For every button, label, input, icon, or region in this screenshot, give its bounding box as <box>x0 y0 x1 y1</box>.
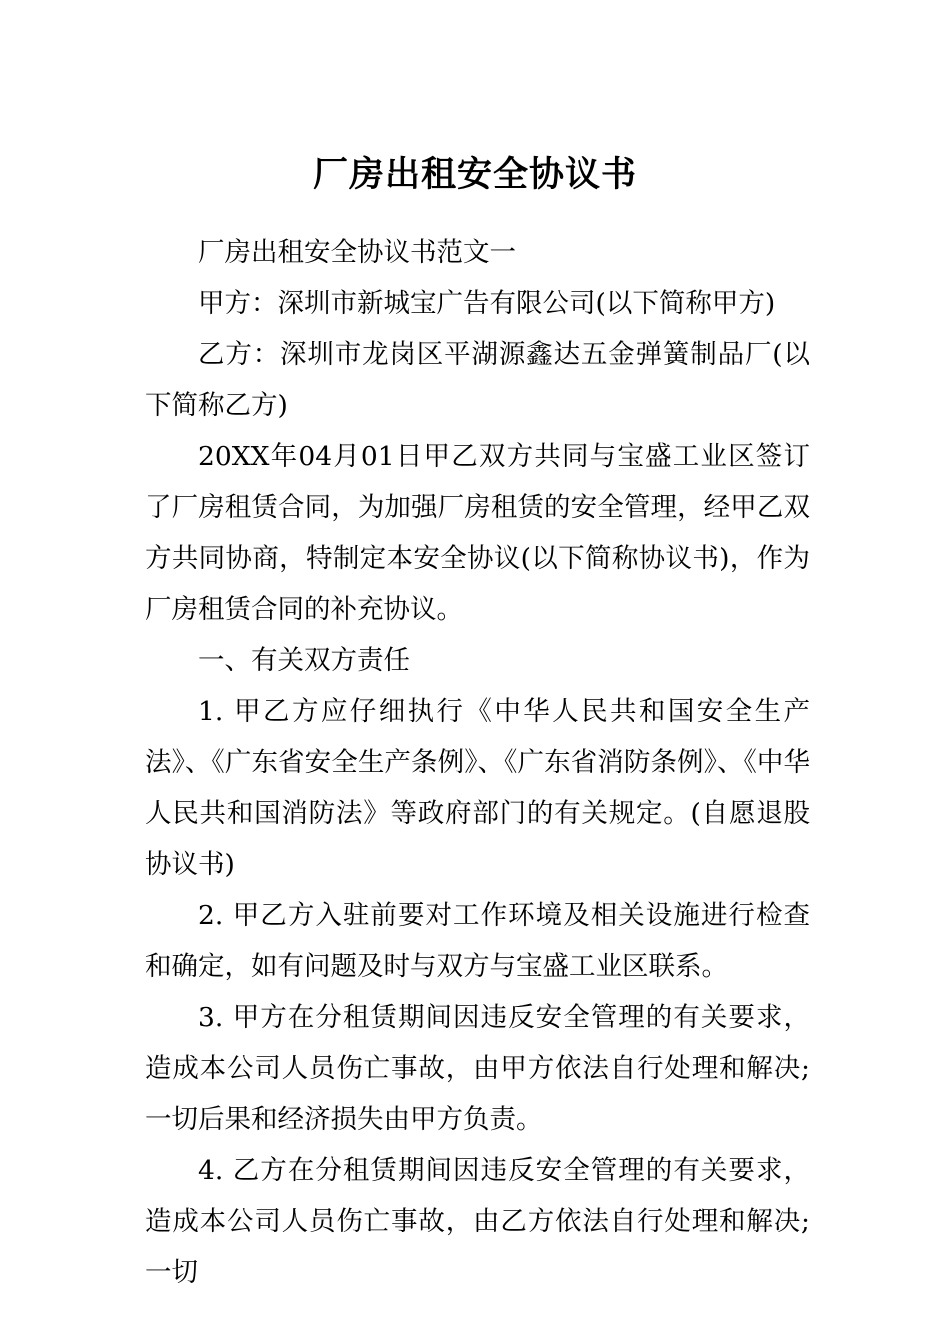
paragraph-party-a: 甲方：深圳市新城宝广告有限公司(以下简称甲方) <box>198 288 776 319</box>
section-heading-responsibilities: 一、有关双方责任 <box>198 645 410 676</box>
clause-2: 2. 甲乙方入驻前要对工作环境及相关设施进行检查和确定，如有问题及时与双方与宝盛工业区联系。 <box>145 900 810 982</box>
paragraph-party-b: 乙方：深圳市龙岗区平湖源鑫达五金弹簧制品厂(以下简称乙方) <box>145 339 810 421</box>
paragraph-preamble: 20XX年04月01日甲乙双方共同与宝盛工业区签订了厂房租赁合同，为加强厂房租赁的安全管理，经甲乙双方共同协商，特制定本安全协议(以下简称协议书)，作为厂房租赁合同的补充协议。 <box>145 441 810 625</box>
clause-1: 1. 甲乙方应仔细执行《中华人民共和国安全生产法》、《广东省安全生产条例》、《广东省消防条例》、《中华人民共和国消防法》等政府部门的有关规定。(自愿退股协议书) <box>145 696 810 880</box>
paragraph-subtitle: 厂房出租安全协议书范文一 <box>198 237 516 268</box>
document-body <box>145 227 810 1298</box>
clause-4: 4. 乙方在分租赁期间因违反安全管理的有关要求，造成本公司人员伤亡事故，由乙方依法自行处理和解决;一切 <box>145 1155 810 1288</box>
document-title: 厂房出租安全协议书 <box>312 155 637 196</box>
clause-3: 3. 甲方在分租赁期间因违反安全管理的有关要求，造成本公司人员伤亡事故，由甲方依法自行处理和解决;一切后果和经济损失由甲方负责。 <box>145 1002 810 1135</box>
